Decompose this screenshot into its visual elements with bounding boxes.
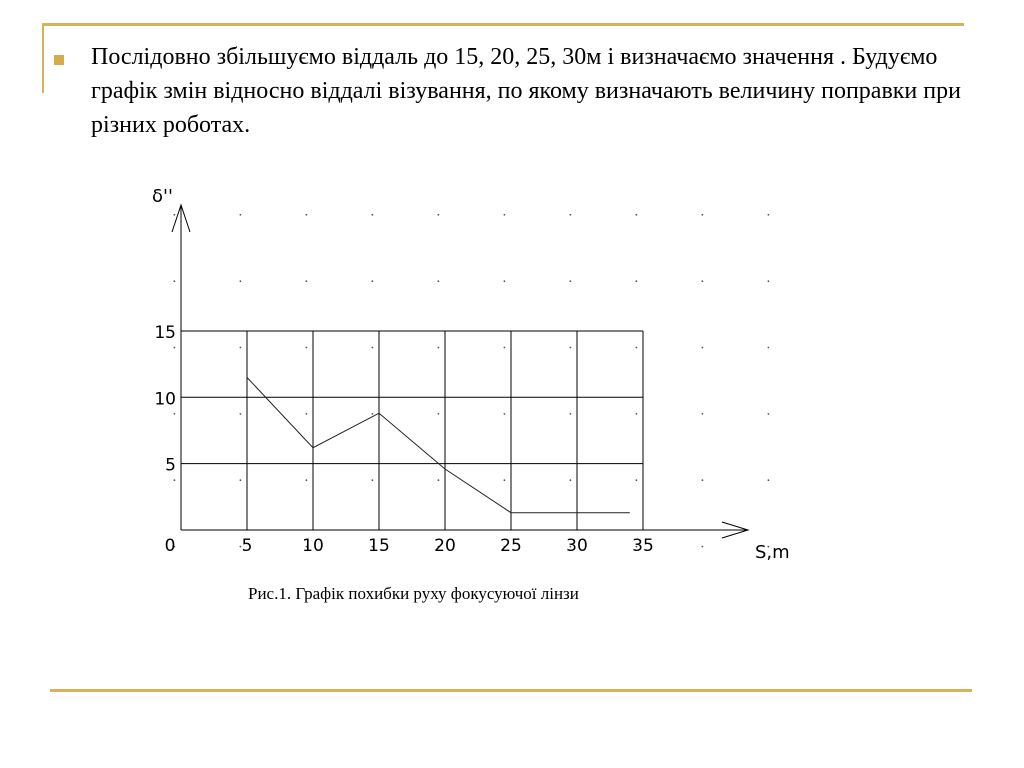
grid-dot (438, 280, 440, 282)
y-tick-label: 15 (154, 323, 176, 343)
x-tick-label: 5 (241, 536, 253, 556)
grid-dot (570, 280, 572, 282)
grid-dot (306, 413, 308, 415)
grid-dot (570, 479, 572, 481)
grid-dot (372, 479, 374, 481)
grid-dot (174, 347, 176, 349)
grid-dot (768, 413, 770, 415)
y-axis-label: δ'' (152, 186, 173, 207)
x-axis-label: S,m (755, 542, 790, 563)
grid-dot (702, 546, 704, 548)
grid-dot (504, 413, 506, 415)
grid-dot (306, 280, 308, 282)
grid-dot (636, 413, 638, 415)
y-tick-label: 5 (165, 455, 176, 476)
grid-dot (438, 479, 440, 481)
x-tick-label: 20 (434, 536, 456, 556)
grid-dot (240, 347, 242, 349)
grid-dot (438, 413, 440, 415)
grid-dot (240, 479, 242, 481)
grid-dot (768, 214, 770, 216)
x-tick-label: 10 (302, 536, 324, 556)
x-tick-label: 0 (164, 536, 176, 556)
grid-dot (570, 347, 572, 349)
grid-dot (306, 479, 308, 481)
grid-dot (240, 413, 242, 415)
grid-dot (570, 413, 572, 415)
bullet-text: Послідовно збільшуємо віддаль до 15, 20, 25, 30м і визначаємо значення . Будуємо графік змін відносно віддалі візування, по якому визначають величину поправки при різних роботах. (91, 44, 961, 138)
chart-grid (181, 331, 643, 530)
grid-dot (174, 280, 176, 282)
grid-dot (636, 347, 638, 349)
grid-dot (174, 214, 176, 216)
grid-dot (372, 280, 374, 282)
grid-dot (372, 347, 374, 349)
grid-dot (174, 479, 176, 481)
grid-dot (504, 347, 506, 349)
grid-dot (636, 280, 638, 282)
chart-tick-labels (154, 323, 653, 556)
grid-dot (240, 280, 242, 282)
grid-dot (768, 479, 770, 481)
chart-axes (172, 205, 748, 538)
grid-dot (702, 479, 704, 481)
grid-dot (702, 413, 704, 415)
background-dots (174, 214, 770, 548)
grid-dot (702, 347, 704, 349)
grid-dot (702, 280, 704, 282)
x-tick-label: 25 (500, 536, 522, 556)
grid-dot (306, 214, 308, 216)
grid-dot (504, 280, 506, 282)
grid-dot (570, 214, 572, 216)
y-tick-label: 10 (154, 389, 176, 410)
grid-dot (636, 214, 638, 216)
x-tick-label: 15 (368, 536, 390, 556)
grid-dot (768, 347, 770, 349)
grid-dot (504, 479, 506, 481)
grid-dot (438, 347, 440, 349)
grid-dot (702, 214, 704, 216)
grid-dot (240, 214, 242, 216)
bottom-divider (50, 689, 972, 692)
grid-dot (174, 413, 176, 415)
grid-dot (438, 214, 440, 216)
grid-dot (504, 214, 506, 216)
grid-dot (372, 214, 374, 216)
x-tick-label: 35 (632, 536, 654, 556)
grid-dot (306, 347, 308, 349)
grid-dot (372, 413, 374, 415)
grid-dot (636, 479, 638, 481)
grid-dot (768, 280, 770, 282)
x-tick-label: 30 (566, 536, 588, 556)
figure-caption: Рис.1. Графік похибки руху фокусуючої лінзи (248, 584, 579, 603)
